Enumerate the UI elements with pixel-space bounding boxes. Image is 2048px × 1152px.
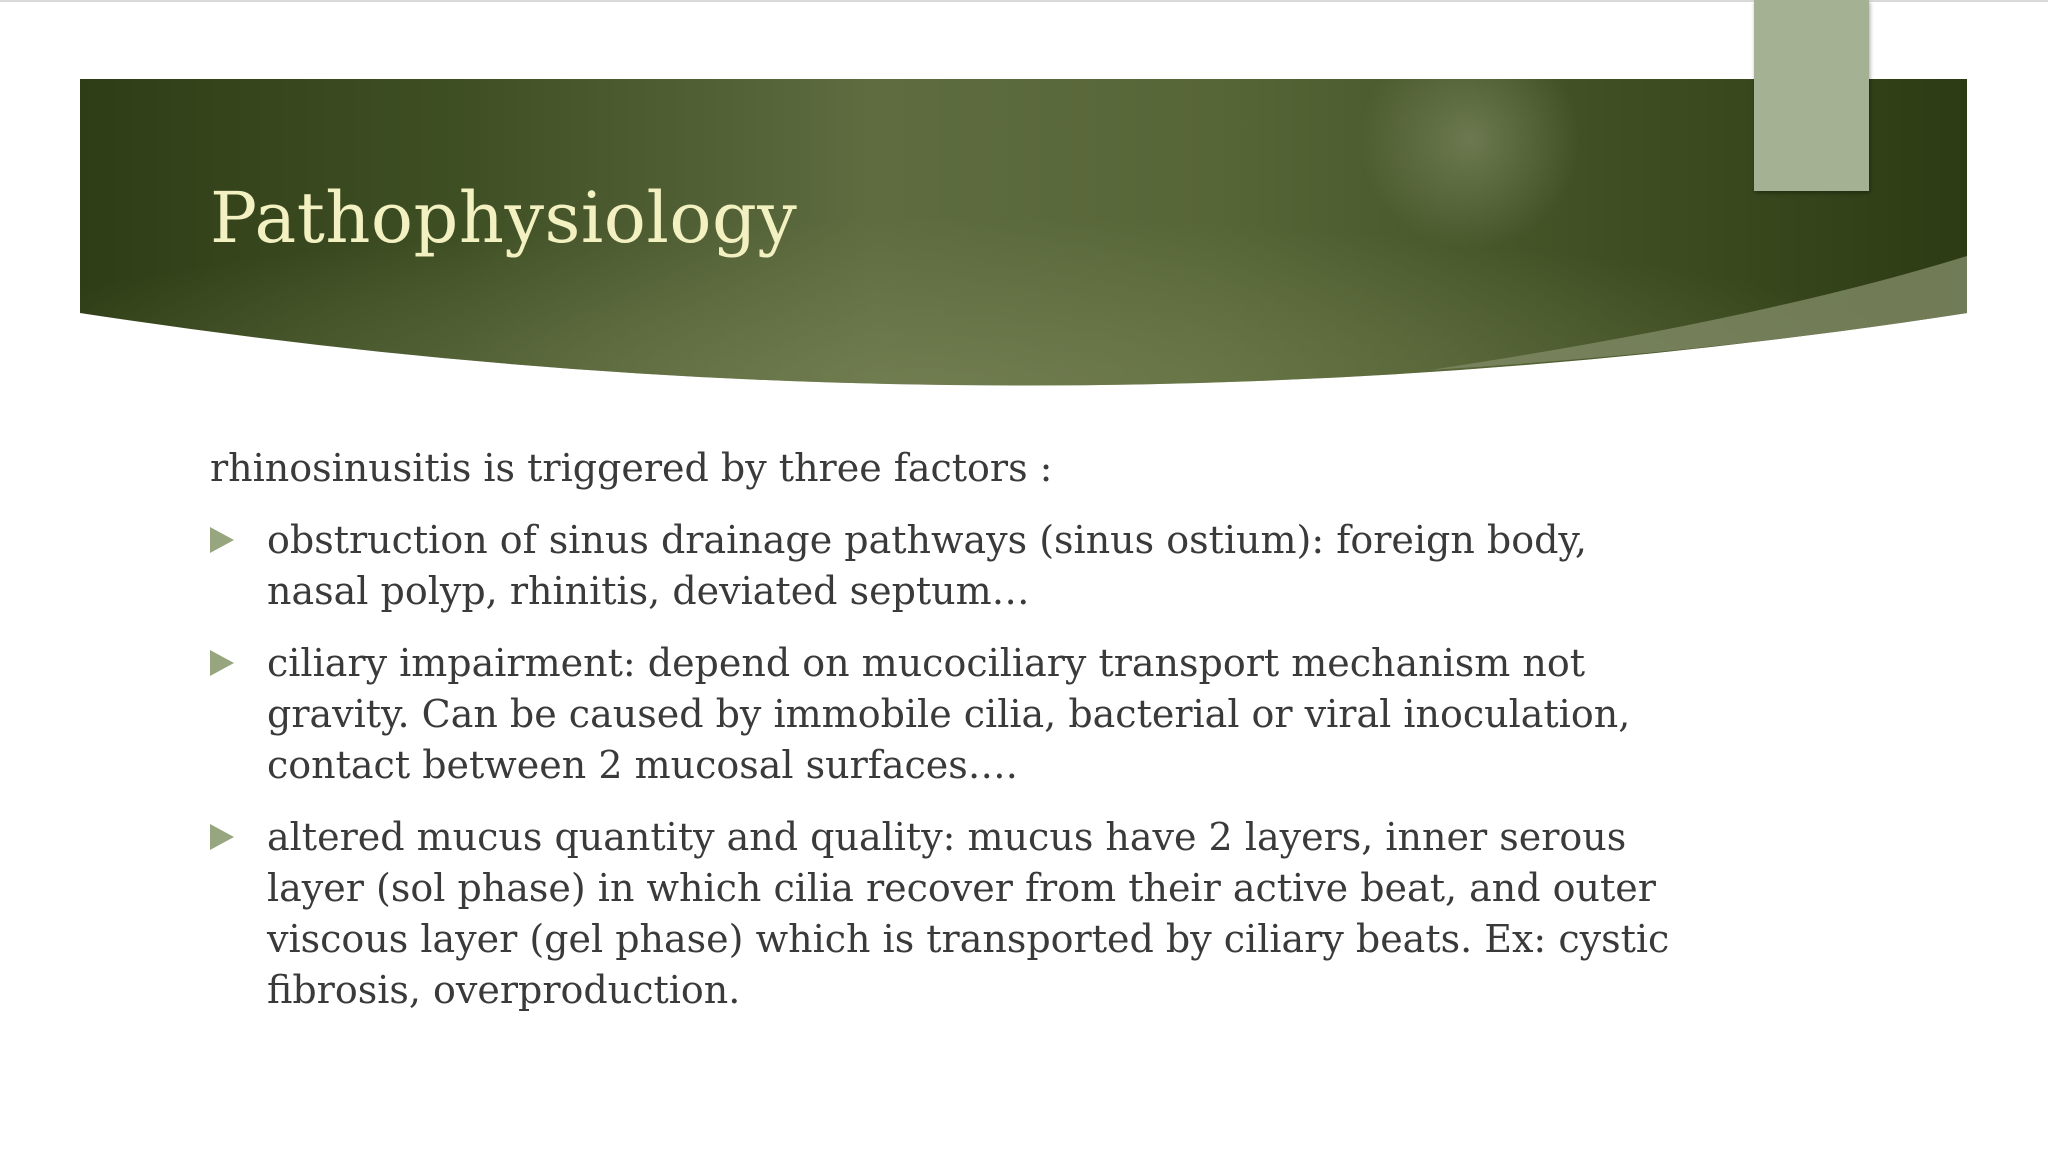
slide-content: [210, 443, 1680, 1037]
slide-title: Pathophysiology: [210, 177, 798, 259]
bullet-item: [210, 638, 1680, 791]
bullet-text: obstruction of sinus drainage pathways (sinus ostium): foreign body, nasal polyp, rhinitis, deviated septum…: [267, 518, 1587, 613]
bullet-text: ciliary impairment: depend on mucociliary transport mechanism not gravity. Can be caused by immobile cilia, bacterial or viral inoculation, contact between 2 mucosal surfaces….: [267, 641, 1631, 787]
intro-text: rhinosinusitis is triggered by three factors :: [210, 446, 1053, 490]
bullet-item: [210, 812, 1680, 1016]
bullet-item: [210, 515, 1680, 617]
triangle-arrow-icon: [210, 527, 234, 553]
accent-tab: [1754, 0, 1869, 191]
bullet-list: [210, 515, 1680, 1016]
triangle-arrow-icon: [210, 650, 234, 676]
bullet-text: altered mucus quantity and quality: mucus have 2 layers, inner serous layer (sol phase) in which cilia recover from their active beat, and outer viscous layer (gel phase) which is transported by ciliary beats. Ex: cystic fibrosis, overproduction.: [267, 815, 1670, 1012]
triangle-arrow-icon: [210, 824, 234, 850]
